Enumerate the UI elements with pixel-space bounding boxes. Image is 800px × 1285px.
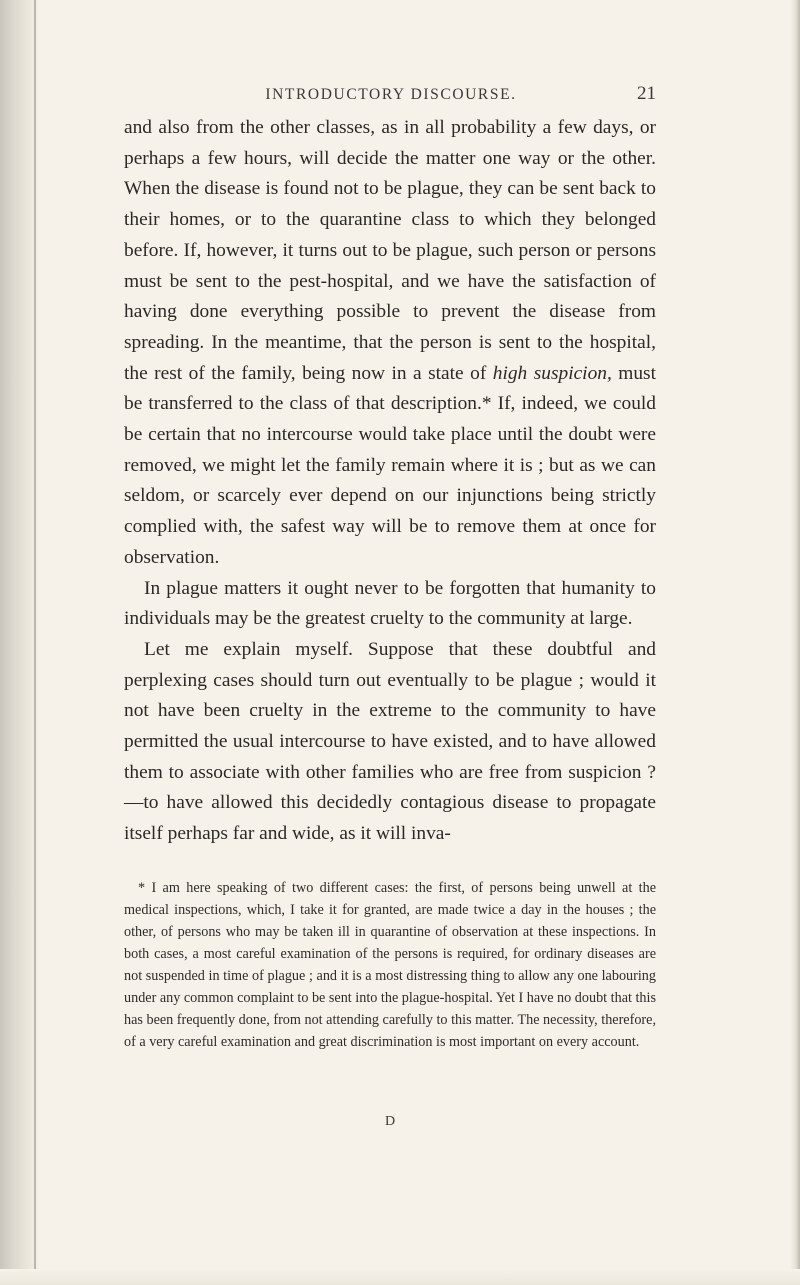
paragraph-3: Let me explain myself. Suppose that these doubtful and perplexing cases should turn out eventually to be plague ; would it not have been cruelty in the extreme to the community to have permitted the usual intercourse to have existed, and to have allowed them to associate with other families who are free from suspicion ?—to have allowed this decidedly contagious disease to propagate itself perhaps far and wide, as it will inva- xyxy=(124,638,656,845)
footnote-text: * I am here speaking of two different cases: the first, of persons being unwell at the medical inspections, which, I take it for granted, are made twice a day in the houses ; the other, of persons who may be taken ill in quarantine of observation at these inspections. In both cases, a most careful examination of the persons is required, for ordinary diseases are not suspended in time of plague ; and it is a most distressing thing to allow any one labouring under any common complaint to be sent into the plague-hospital. Yet I have no doubt that this has been frequently done, from not attending carefully to this matter. The necessity, therefore, of a very careful examination and great discrimination is most important on every account. xyxy=(124,880,656,1050)
binding-edge-line xyxy=(34,0,36,1285)
signature-mark: D xyxy=(384,1114,396,1129)
page-bottom-edge xyxy=(0,1269,800,1285)
footnote xyxy=(124,877,656,1053)
page-right-edge xyxy=(790,0,800,1285)
paragraph-2: In plague matters it ought never to be forgotten that humanity to individuals may be the greatest cruelty to the community at large. xyxy=(124,577,656,630)
paragraph-1-text-before: and also from the other classes, as in all probability a few days, or perhaps a few hours, will decide the matter one way or the other. When the disease is found not to be plague, they can be sent back to their homes, or to the quarantine class to which they belonged before. If, however, it turns out to be plague, such person or persons must be sent to the pest-hospital, and we have the satisfaction of having done everything possible to prevent the disease from spreading. In the meantime, that the person is sent to the hospital, the rest of the family, being now in a state of xyxy=(124,117,656,384)
paragraph-1 xyxy=(124,113,656,574)
paragraph-1-text-after: must be transferred to the class of that description.* If, indeed, we could be certain that no intercourse would take place until the doubt were removed, we might let the family remain where it is ; but as we can seldom, or scarcely ever depend on our injunctions being strictly complied with, the safest way will be to remove them at once for observation. xyxy=(124,362,656,568)
paragraph-1-emphasis: high suspicion, xyxy=(492,362,612,384)
running-head: INTRODUCTORY DISCOURSE. xyxy=(265,86,517,103)
main-text xyxy=(124,113,656,850)
page-number: 21 xyxy=(637,83,656,104)
